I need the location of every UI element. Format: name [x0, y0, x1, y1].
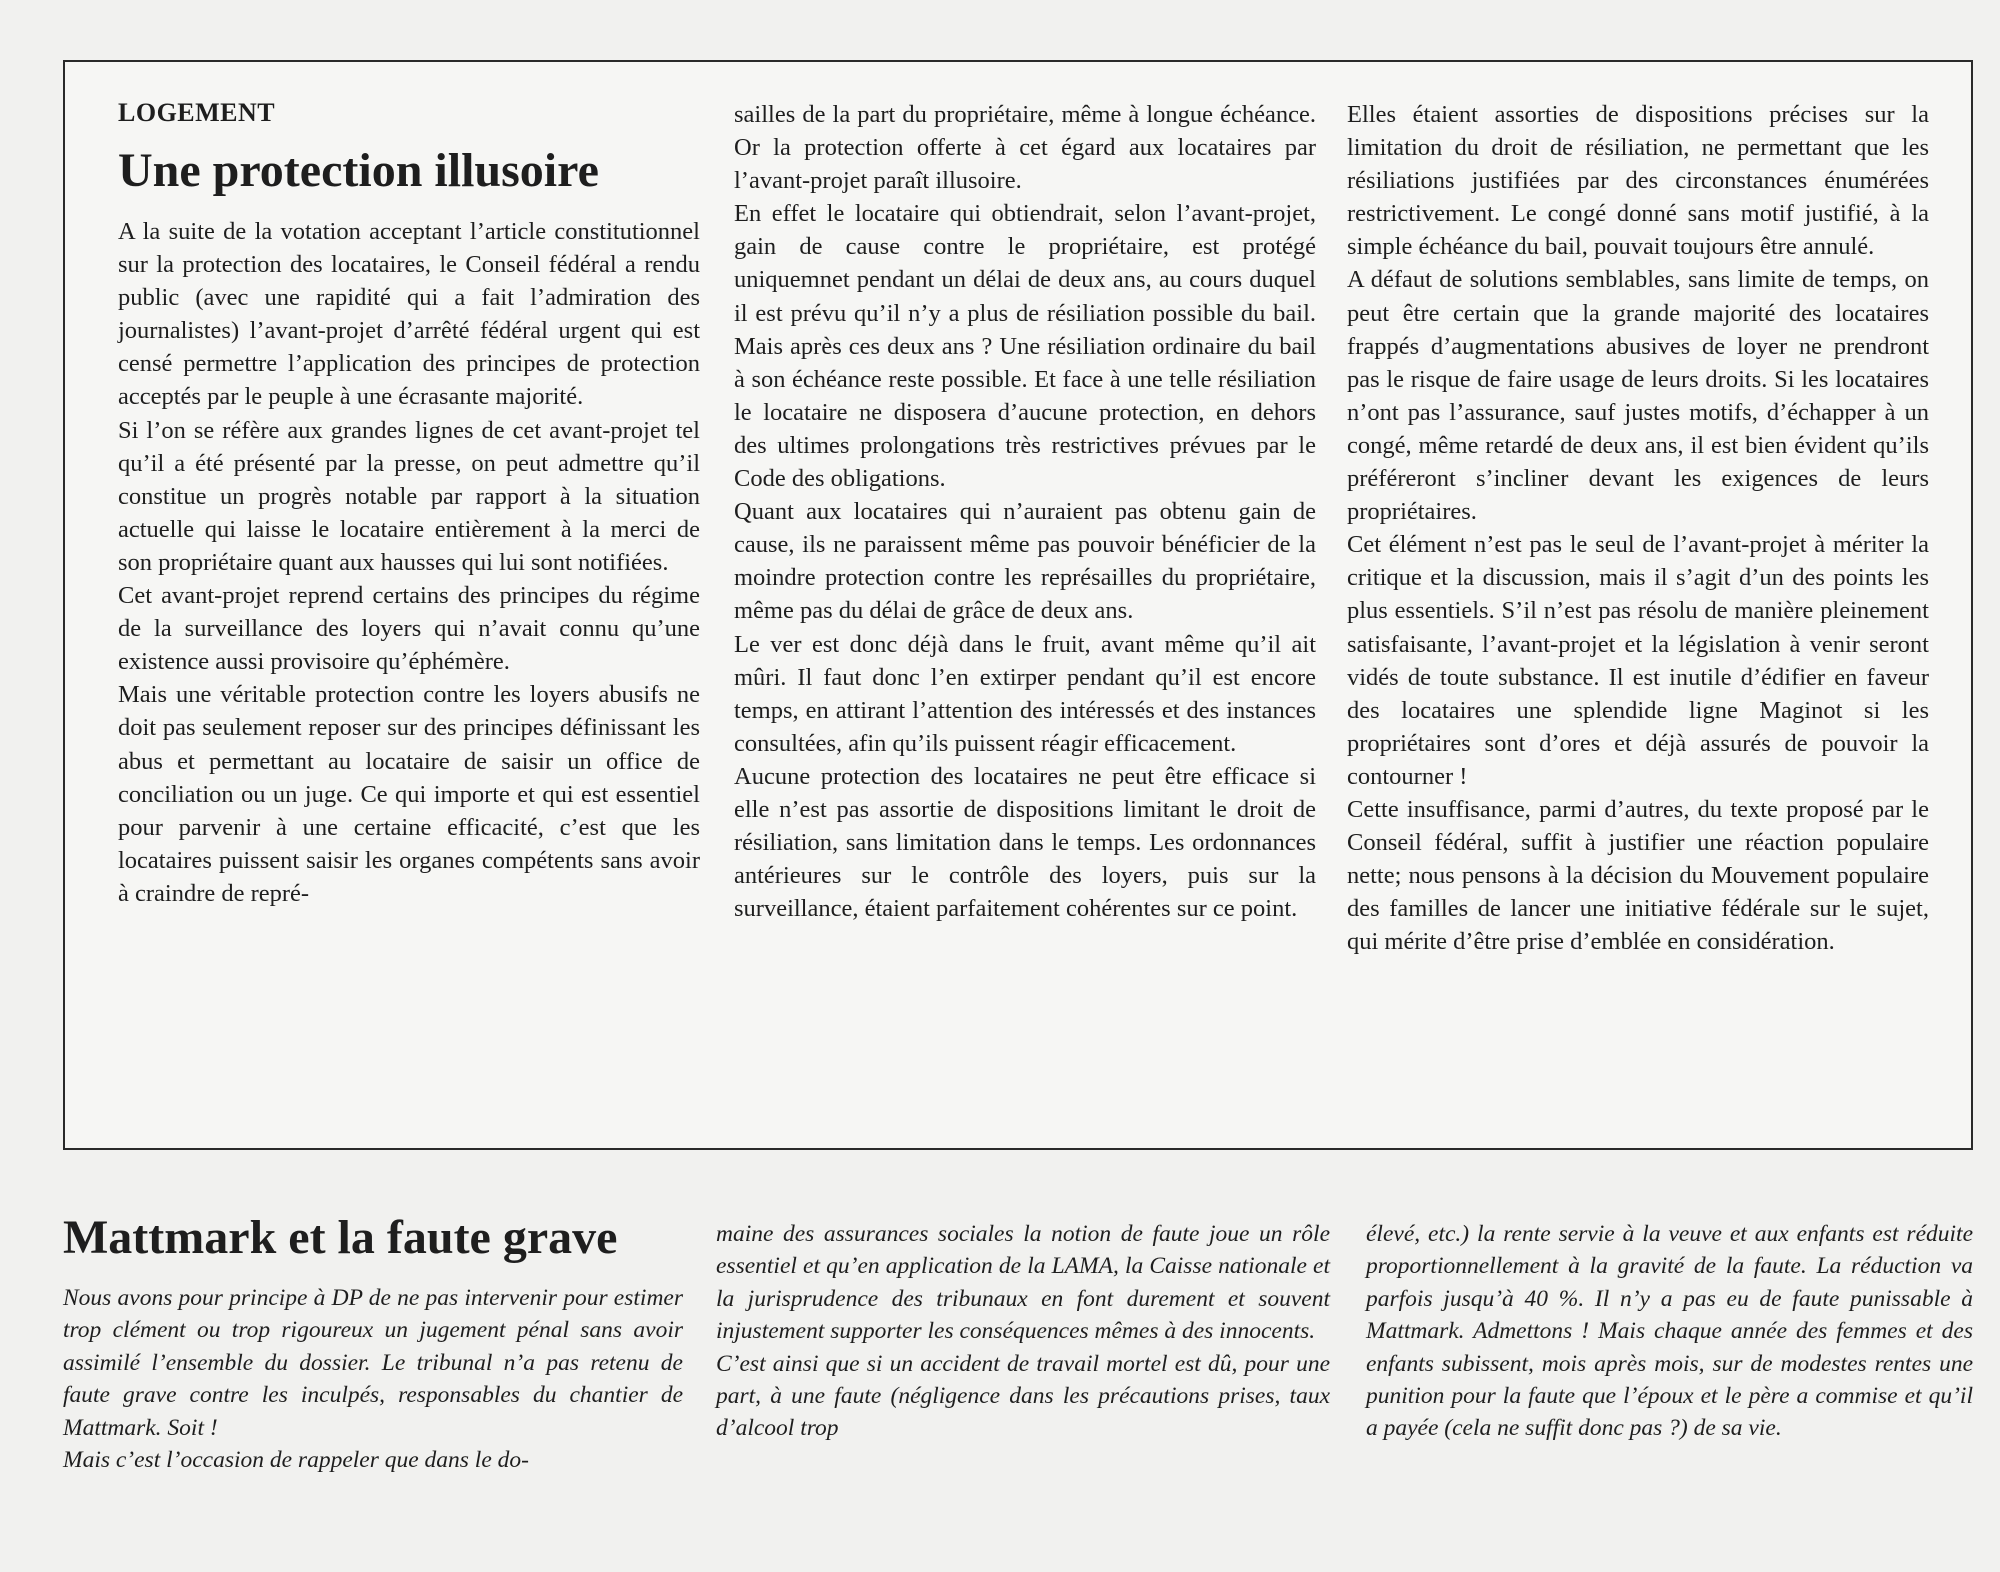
paragraph: Aucune protection des locataires ne peut être efficace si elle n’est pas assortie de dispositions limitant le droit de résiliation, sans limitation dans le temps. Les ordonnances antérieures sur le contrôle des loyers, puis sur la surveillance, étaient parfaitement cohérentes sur ce point.	[734, 762, 1316, 923]
paragraph: Mais c’est l’occasion de rappeler que dans le do-	[63, 1447, 529, 1474]
paragraph: En effet le locataire qui obtiendrait, selon l’avant-projet, gain de cause contre le propriétaire, est protégé uniquemnet pendant un délai de deux ans, au cours duquel il est prévu qu’il n’y a plus de résiliation possible du bail. Mais après ces deux ans ? Une résiliation ordinaire du bail à son échéance reste possible. Et face à une telle résiliation le locataire ne disposera d’aucune protection, en dehors des ultimes prolongations très restrictives prévues par le Code des obligations.	[734, 200, 1316, 493]
article-column-2	[734, 98, 1316, 925]
paragraph: élevé, etc.) la rente servie à la veuve et aux enfants est réduite proportionnellement à la gravité de la faute. La réduction va parfois jusqu’à 40 %. Il n’y a pas eu de faute punissable à Mattmark. Admettons ! Mais chaque année des femmes et des enfants subissent, mois après mois, sur de modestes rentes une punition pour la faute que l’époux et le père a commise et qu’il a payée (cela ne suffit donc pas ?) de sa vie.	[1366, 1221, 1973, 1442]
paragraph: Quant aux locataires qui n’auraient pas obtenu gain de cause, ils ne paraissent même pas pouvoir bénéficier de la moindre protection contre les représailles du propriétaire, même pas du délai de grâce de deux ans.	[734, 498, 1316, 625]
second-article-column-2	[716, 1218, 1330, 1445]
paragraph: Cet élément n’est pas le seul de l’avant-projet à mériter la critique et la discussion, mais il s’agit d’un des points les plus essentiels. S’il n’est pas résolu de manière pleinement satisfaisante, l’avant-projet et la législation à venir seront vidés de toute substance. Il est inutile d’édifier en faveur des locataires une splendide ligne Maginot si les propriétaires sont d’ores et déjà assurés de pouvoir la contourner !	[1347, 531, 1929, 790]
paragraph: Cet avant-projet reprend certains des principes du régime de la surveillance des loyers qui n’avait connu qu’une existence aussi provisoire qu’éphémère.	[118, 582, 700, 676]
paragraph: Si l’on se réfère aux grandes lignes de cet avant-projet tel qu’il a été présenté par la presse, on peut admettre qu’il constitue un progrès notable par rapport à la situation actuelle qui laisse le locataire entièrement à la merci de son propriétaire quant aux hausses qui lui sont notifiées.	[118, 416, 700, 576]
paragraph: Elles étaient assorties de dispositions précises sur la limitation du droit de résiliation, ne permettant que les résiliations justifiées par des circonstances énumérées restrictivement. Le congé donné sans motif justifié, à la simple échéance du bail, pouvait toujours être annulé.	[1347, 101, 1929, 261]
second-article-column-1	[63, 1282, 683, 1476]
paragraph: Nous avons pour principe à DP de ne pas intervenir pour estimer trop clément ou trop rigoureux un jugement pénal sans avoir assimilé l’ensemble du dossier. Le tribunal n’a pas retenu de faute grave contre les inculpés, responsables du chantier de Mattmark. Soit !	[63, 1285, 683, 1441]
second-article-title: Mattmark et la faute grave	[63, 1211, 618, 1264]
article-kicker: LOGEMENT	[118, 98, 276, 127]
paragraph: A la suite de la votation acceptant l’article constitutionnel sur la protection des locataires, le Conseil fédéral a rendu public (avec une rapidité qui a fait l’admiration des journalistes) l’avant-projet d’arrêté fédéral urgent qui est censé permettre l’application des principes de protection acceptés par le peuple à une écrasante majorité.	[118, 218, 700, 411]
article-title: Une protection illusoire	[118, 144, 599, 197]
paragraph: A défaut de solutions semblables, sans limite de temps, on peut être certain que la grande majorité des locataires frappés d’augmentations abusives de loyer ne prendront pas le risque de faire usage de leurs droits. Si les locataires n’ont pas l’assurance, sauf justes motifs, d’échapper à un congé, même retardé de deux ans, il est bien évident qu’ils préféreront s’incliner devant les exigences de leurs propriétaires.	[1347, 266, 1929, 526]
second-article-column-3	[1366, 1218, 1973, 1445]
article-column-3	[1347, 98, 1929, 958]
paragraph: Cette insuffisance, parmi d’autres, du texte proposé par le Conseil fédéral, suffit à justifier une réaction populaire nette; nous pensons à la décision du Mouvement populaire des familles de lancer une initiative fédérale sur le sujet, qui mérite d’être prise d’emblée en considération.	[1347, 795, 1929, 956]
paragraph: C’est ainsi que si un accident de travail mortel est dû, pour une part, à une faute (négligence dans les précautions prises, taux d’alcool trop	[716, 1350, 1330, 1442]
article-column-1	[118, 215, 700, 910]
paragraph: sailles de la part du propriétaire, même à longue échéance. Or la protection offerte à cet égard aux locataires par l’avant-projet paraît illusoire.	[734, 101, 1316, 195]
paragraph: Le ver est donc déjà dans le fruit, avant même qu’il ait mûri. Il faut donc l’en extirper pendant qu’il est encore temps, en attirant l’attention des intéressés et des instances consultées, afin qu’ils puissent réagir efficacement.	[734, 630, 1316, 757]
paragraph: maine des assurances sociales la notion de faute joue un rôle essentiel et qu’en application de la LAMA, la Caisse nationale et la jurisprudence des tribunaux en font durement et souvent injustement supporter les conséquences mêmes à des innocents.	[716, 1221, 1330, 1345]
paragraph: Mais une véritable protection contre les loyers abusifs ne doit pas seulement reposer sur des principes définissant les abus et permettant au locataire de saisir un office de conciliation ou un juge. Ce qui importe et qui est essentiel pour parvenir à une certaine efficacité, c’est que les locataires puissent saisir les organes compétents sans avoir à craindre de repré-	[118, 681, 700, 907]
